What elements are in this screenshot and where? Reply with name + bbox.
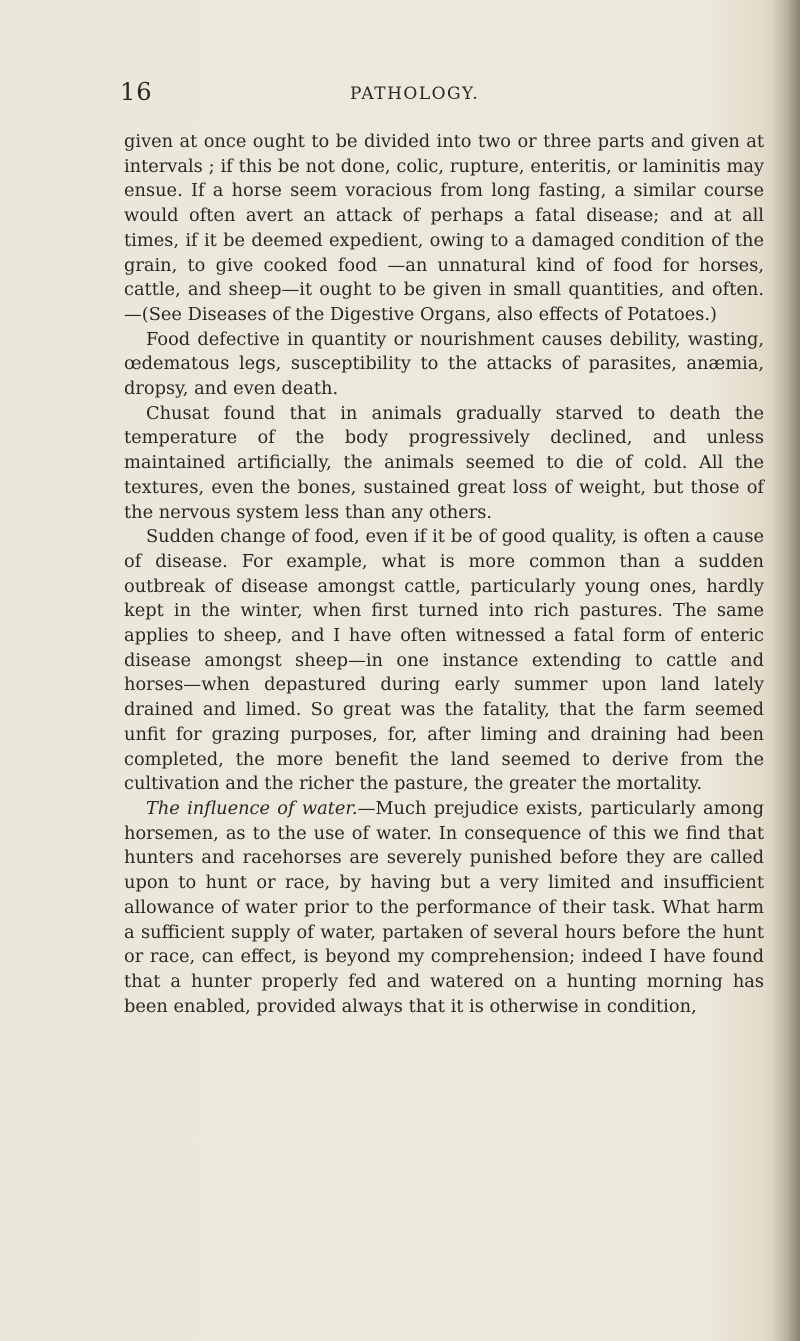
paragraph-influence-of-water	[124, 797, 764, 1019]
page-header	[0, 78, 800, 112]
body-text	[124, 130, 764, 1019]
paragraph-food-defective: Food defective in quantity or nourishment causes debility, wasting, œdematous legs, susceptibility to the attacks of parasites, anæmia, dropsy, and even death.	[124, 328, 764, 400]
paragraph-sudden-change: Sudden change of food, even if it be of good quality, is often a cause of disease. For example, what is more common than a sudden outbreak of disease amongst cattle, particularly young ones, hardly kept in the winter, when first turned into rich pastures. The same applies to sheep, and I have often witnessed a fatal form of enteric disease amongst sheep—in one instance extending to cattle and horses—when depastured during early summer upon land lately drained and limed. So great was the fatality, that the farm seemed unfit for grazing purposes, for, after liming and draining had been completed, the more benefit the land seemed to derive from the cultivation and the richer the pasture, the greater the mortality.	[124, 526, 764, 795]
paragraph-chusat: Chusat found that in animals gradually starved to death the temperature of the body progressively declined, and unless maintained artificially, the animals seemed to die of cold. All the textures, even the bones, sustained great loss of weight, but those of the nervous system less than any others.	[124, 402, 764, 523]
running-head: PATHOLOGY.	[350, 84, 480, 104]
section-heading-italic: The influence of water.	[146, 797, 358, 819]
page-number: 16	[120, 78, 153, 106]
page-edge-shadow	[772, 0, 800, 1341]
paragraph-water-text: —Much prejudice exists, particularly among horsemen, as to the use of water. In consequence of this we find that hunters and racehorses are severely punished before they are called upon to hunt or race, by having but a very limited and insufficient allowance of water prior to the performance of their task. What harm a sufficient supply of water, partaken of several hours before the hunt or race, can effect, is beyond my comprehension; indeed I have found that a hunter properly fed and watered on a hunting morning has been enabled, provided always that it is otherwise in condition,	[124, 797, 764, 1017]
paragraph-continued: given at once ought to be divided into two or three parts and given at intervals ; if this be not done, colic, rupture, enteritis, or laminitis may ensue. If a horse seem voracious from long fasting, a similar course would often avert an attack of perhaps a fatal disease; and at all times, if it be deemed expedient, owing to a damaged condition of the grain, to give cooked food —an unnatural kind of food for horses, cattle, and sheep—it ought to be given in small quantities, and often.—(See Diseases of the Digestive Organs, also effects of Potatoes.)	[124, 131, 764, 325]
